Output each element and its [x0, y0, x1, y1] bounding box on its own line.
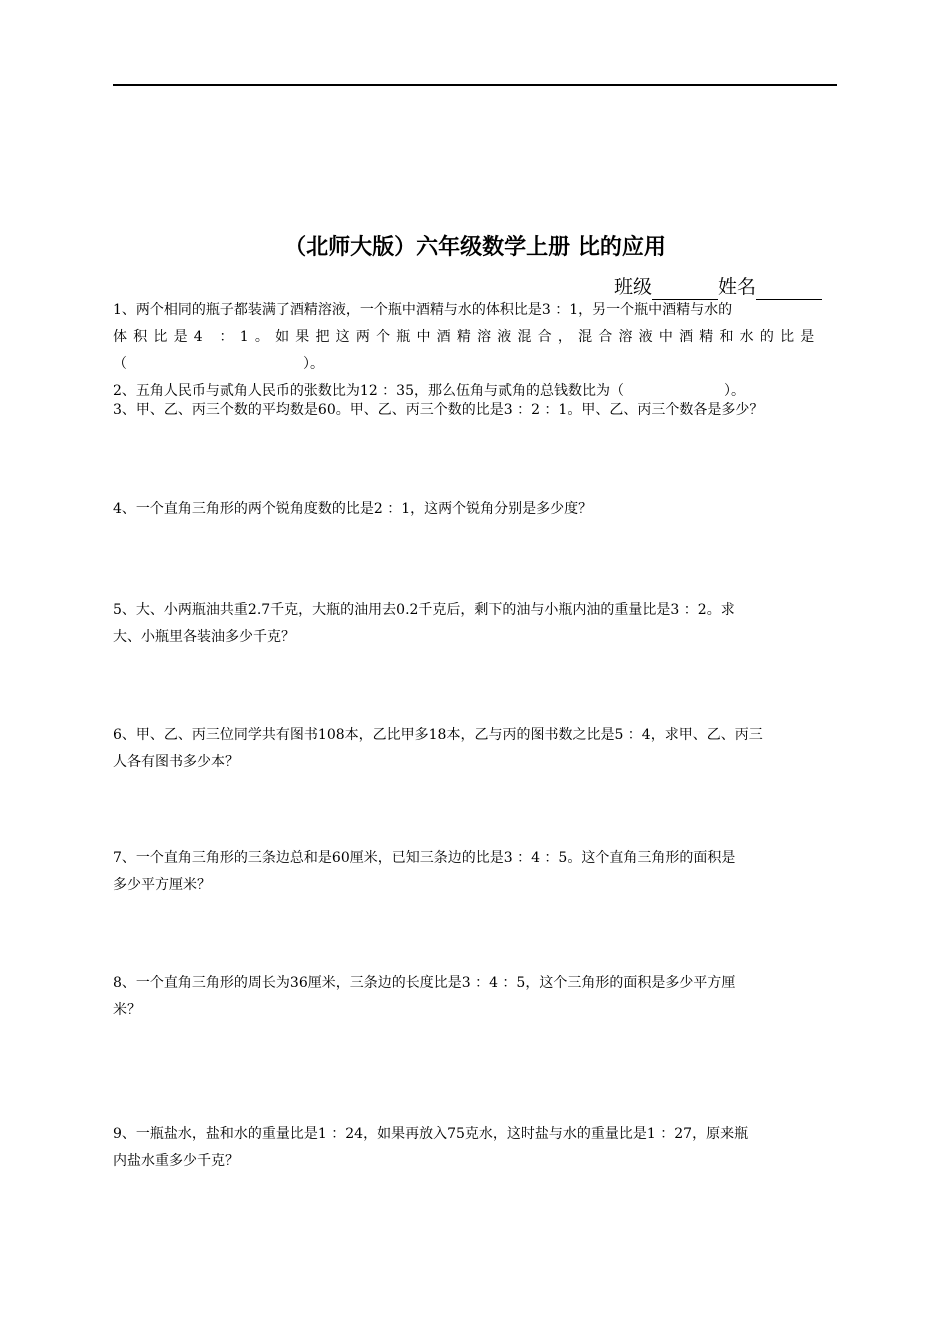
question-9-line-1: 9、一瓶盐水，盐和水的重量比是1 ：24，如果再放入75克水，这时盐与水的重量比是1 ：27，原来瓶	[113, 1126, 749, 1142]
question-1-line-1: 1、两个相同的瓶子都装满了酒精溶液，一个瓶中酒精与水的体积比是3 ：1，另一个瓶中酒精与水的	[113, 302, 733, 318]
question-6	[113, 722, 837, 776]
question-6-line-1: 6、甲、乙、丙三位同学共有图书108本，乙比甲多18本，乙与丙的图书数之比是5 ：4，求甲、乙、丙三	[113, 727, 763, 743]
question-2-text: 2、五角人民币与贰角人民币的张数比为12 ：35，那么伍角与贰角的总钱数比为（	[113, 383, 624, 399]
question-8	[113, 970, 837, 1024]
name-label: 姓名	[718, 276, 757, 298]
question-8-line-2: 米？	[113, 1002, 141, 1018]
question-4	[113, 496, 837, 523]
question-5-line-1: 5、大、小两瓶油共重2.7千克，大瓶的油用去0.2千克后，剩下的油与小瓶内油的重量比是3 ：2。求	[113, 602, 735, 618]
question-7	[113, 845, 837, 899]
question-6-line-2: 人各有图书多少本？	[113, 754, 239, 770]
question-5	[113, 597, 837, 651]
question-1-answer-line	[113, 351, 837, 378]
question-4-line-1: 4、一个直角三角形的两个锐角度数的比是2 ：1，这两个锐角分别是多少度？	[113, 501, 593, 517]
question-3-line-1: 3、甲、乙、丙三个数的平均数是60。甲、乙、丙三个数的比是3 ：2 ：1。甲、乙、丙三个数各是多少？	[113, 402, 764, 418]
header-rule	[113, 84, 837, 86]
question-2-paren-close: ）。	[723, 383, 745, 399]
page-title: （北师大版）六年级数学上册 比的应用	[284, 235, 666, 260]
question-7-line-1: 7、一个直角三角形的三条边总和是60厘米，已知三条边的比是3 ：4 ：5。这个直角三角形的面积是	[113, 850, 736, 866]
question-1-paren-open: （	[113, 356, 127, 372]
question-9-line-2: 内盐水重多少千克？	[113, 1153, 239, 1169]
question-9	[113, 1121, 837, 1175]
question-1-paren-close: ）。	[303, 356, 324, 372]
question-3	[113, 397, 837, 424]
question-8-line-1: 8、一个直角三角形的周长为36厘米，三条边的长度比是3 ：4 ：5，这个三角形的面积是多少平方厘	[113, 975, 736, 991]
class-label: 班级	[614, 276, 653, 298]
question-5-line-2: 大、小瓶里各装油多少千克？	[113, 629, 295, 645]
question-1-line-2: 体积比是4 ：1。如果把这两个瓶中酒精溶液混合，混合溶液中酒精和水的比是	[113, 329, 821, 345]
question-7-line-2: 多少平方厘米？	[113, 877, 211, 893]
question-1	[113, 297, 837, 378]
